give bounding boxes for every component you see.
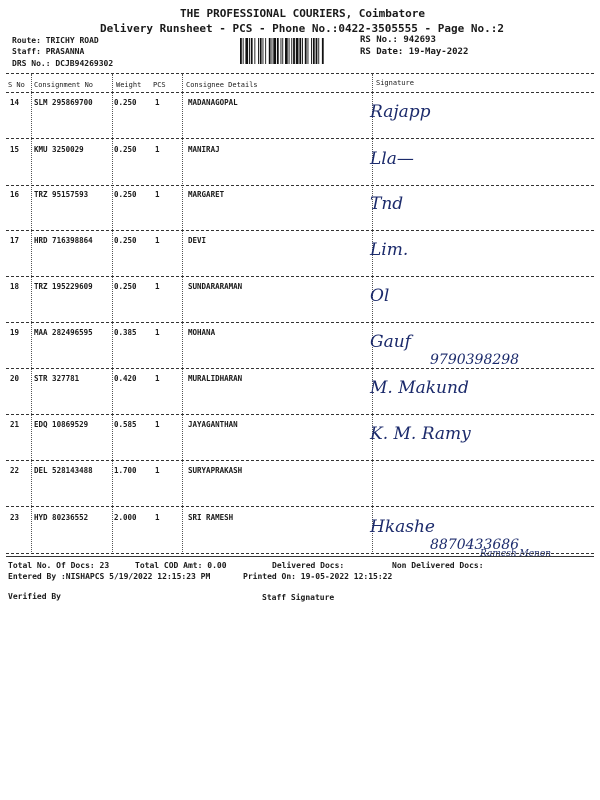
route-label: Route: <box>12 36 41 45</box>
row-signature: Rajapp <box>370 102 431 122</box>
route-value: TRICHY ROAD <box>45 36 99 45</box>
row-signature-name: Ramesh Menon <box>480 549 552 559</box>
barcode-bar <box>263 38 264 64</box>
barcode-bar <box>269 38 271 64</box>
row-sno: 19 <box>10 328 20 337</box>
barcode-bar <box>313 38 315 64</box>
col-divider <box>182 74 183 554</box>
barcode-bar <box>291 38 292 64</box>
barcode-bar <box>322 38 324 64</box>
row-weight: 0.250 <box>114 98 137 107</box>
rs-date-line <box>360 47 468 57</box>
barcode-bar <box>249 38 250 64</box>
row-consignment-no: DEL 528143488 <box>34 466 93 475</box>
row-consignment-no: EDQ 10869529 <box>34 420 89 429</box>
delivered-docs-label: Delivered Docs: <box>272 561 345 570</box>
row-signature: K. M. Ramy <box>370 424 471 444</box>
barcode-bar <box>258 38 259 64</box>
printed-on: Printed On: 19-05-2022 12:15:22 <box>243 572 393 581</box>
row-sno: 16 <box>10 190 20 199</box>
staff-signature: Staff Signature <box>262 593 335 602</box>
total-cod <box>135 561 227 570</box>
non-delivered-docs-label: Non Delivered Docs: <box>392 561 484 570</box>
row-consignment-no: HYD 80236552 <box>34 513 89 522</box>
company-title: THE PROFESSIONAL COURIERS, Coimbatore <box>180 7 426 20</box>
row-sno: 22 <box>10 466 20 475</box>
row-separator <box>6 553 594 554</box>
barcode-bar <box>289 38 290 64</box>
row-signature-phone: 8870433686 <box>430 537 520 553</box>
barcode-bar <box>308 38 309 64</box>
row-signature-phone: 9790398298 <box>430 352 520 368</box>
barcode-bar <box>260 38 262 64</box>
row-pcs: 1 <box>155 98 160 107</box>
row-consignment-no: TRZ 95157593 <box>34 190 89 199</box>
staff-label: Staff: <box>12 47 41 56</box>
barcode-bar <box>273 38 276 64</box>
row-sno: 17 <box>10 236 20 245</box>
barcode <box>240 38 350 64</box>
row-weight: 0.250 <box>114 236 137 245</box>
row-consignment-no: KMU 3250029 <box>34 145 84 154</box>
row-consignment-no: HRD 716398864 <box>34 236 93 245</box>
row-consignee: JAYAGANTHAN <box>188 420 238 429</box>
barcode-bar <box>240 38 242 64</box>
col-divider <box>112 74 113 554</box>
runsheet-title: Delivery Runsheet - PCS - Phone No.:0422-3505555 - Page No.:2 <box>100 22 504 35</box>
rs-date-value: 19-May-2022 <box>408 47 469 57</box>
verified-by: Verified By <box>8 592 61 601</box>
cod-label: Total COD Amt: <box>135 561 203 570</box>
staff-value: PRASANNA <box>45 47 85 56</box>
row-weight: 0.585 <box>114 420 137 429</box>
barcode-bar <box>302 38 303 64</box>
row-consignee: SURYAPRAKASH <box>188 466 243 475</box>
row-sno: 21 <box>10 420 20 429</box>
row-signature: Ol <box>370 286 390 306</box>
rs-date-label: RS Date: <box>360 47 404 57</box>
entered-by: Entered By :NISHAPCS 5/19/2022 12:15:23 PM <box>8 572 211 581</box>
drs-label: DRS No.: <box>12 59 51 68</box>
barcode-bar <box>251 38 253 64</box>
row-signature: Tnd <box>370 194 404 214</box>
row-consignee: MARGARET <box>188 190 225 199</box>
drs-value: DCJB94269302 <box>55 59 114 68</box>
row-pcs: 1 <box>155 328 160 337</box>
staff-line <box>12 47 84 56</box>
col-divider <box>31 74 32 554</box>
barcode-bar <box>293 38 295 64</box>
barcode-bar <box>281 38 282 64</box>
rs-no-line <box>360 35 436 45</box>
row-consignee: MOHANA <box>188 328 216 337</box>
row-consignee: SRI RAMESH <box>188 513 234 522</box>
col-divider <box>372 74 373 554</box>
row-consignment-no: TRZ 195229609 <box>34 282 93 291</box>
barcode-bar <box>265 38 266 64</box>
barcode-bar <box>311 38 312 64</box>
row-separator <box>6 322 594 323</box>
row-separator <box>6 460 594 461</box>
row-weight: 0.420 <box>114 374 137 383</box>
barcode-bar <box>272 38 273 64</box>
barcode-bar <box>296 38 299 64</box>
drs-line <box>12 59 113 68</box>
barcode-bar <box>277 38 279 64</box>
rs-no-label: RS No.: <box>360 35 398 45</box>
row-weight: 0.250 <box>114 145 137 154</box>
row-sno: 23 <box>10 513 20 522</box>
barcode-bar <box>305 38 307 64</box>
col-sno: S No <box>8 81 25 89</box>
barcode-bar <box>285 38 288 64</box>
row-pcs: 1 <box>155 513 160 522</box>
row-pcs: 1 <box>155 420 160 429</box>
cod-value: 0.00 <box>207 561 227 570</box>
row-separator <box>6 230 594 231</box>
row-consignee: MANIRAJ <box>188 145 220 154</box>
row-pcs: 1 <box>155 190 160 199</box>
row-separator <box>6 414 594 415</box>
row-pcs: 1 <box>155 236 160 245</box>
row-consignee: SUNDARARAMAN <box>188 282 243 291</box>
barcode-bar <box>254 38 255 64</box>
row-signature: Lim. <box>370 240 409 260</box>
barcode-bar <box>299 38 301 64</box>
row-signature: Lla— <box>370 149 414 169</box>
row-consignment-no: MAA 282496595 <box>34 328 93 337</box>
row-consignment-no: STR 327781 <box>34 374 80 383</box>
row-pcs: 1 <box>155 282 160 291</box>
row-separator <box>6 276 594 277</box>
row-signature: M. Makund <box>370 378 469 398</box>
barcode-bar <box>243 38 244 64</box>
col-consignment: Consignment No <box>34 81 94 89</box>
header-top-rule <box>6 73 594 74</box>
footer-rule <box>6 556 594 557</box>
row-pcs: 1 <box>155 374 160 383</box>
row-weight: 2.000 <box>114 513 137 522</box>
rs-no-value: 942693 <box>403 35 436 45</box>
row-pcs: 1 <box>155 466 160 475</box>
barcode-bar <box>282 38 283 64</box>
barcode-bar <box>245 38 248 64</box>
row-pcs: 1 <box>155 145 160 154</box>
row-sno: 15 <box>10 145 20 154</box>
row-sno: 20 <box>10 374 20 383</box>
barcode-bar <box>316 38 318 64</box>
row-signature: Gauf <box>370 332 411 352</box>
row-consignment-no: SLM 295869700 <box>34 98 93 107</box>
row-consignee: MADANAGOPAL <box>188 98 238 107</box>
col-signature: Signature <box>376 79 414 87</box>
row-signature: Hkashe <box>370 517 435 537</box>
row-sno: 14 <box>10 98 20 107</box>
row-weight: 0.250 <box>114 190 137 199</box>
row-separator <box>6 368 594 369</box>
barcode-bar <box>318 38 319 64</box>
col-consignee: Consignee Details <box>186 81 258 89</box>
row-sno: 18 <box>10 282 20 291</box>
row-separator <box>6 506 594 507</box>
row-separator <box>6 185 594 186</box>
col-weight: Weight <box>116 81 142 89</box>
row-weight: 1.700 <box>114 466 137 475</box>
header-bottom-rule <box>6 92 594 93</box>
row-weight: 0.385 <box>114 328 137 337</box>
row-consignee: DEVI <box>188 236 207 245</box>
row-consignee: MURALIDHARAN <box>188 374 243 383</box>
row-separator <box>6 138 594 139</box>
total-docs-label: Total No. Of Docs: <box>8 561 95 570</box>
total-docs <box>8 561 109 570</box>
col-pcs: PCS <box>153 81 166 89</box>
row-weight: 0.250 <box>114 282 137 291</box>
total-docs-value: 23 <box>99 561 110 570</box>
route-line <box>12 36 99 45</box>
